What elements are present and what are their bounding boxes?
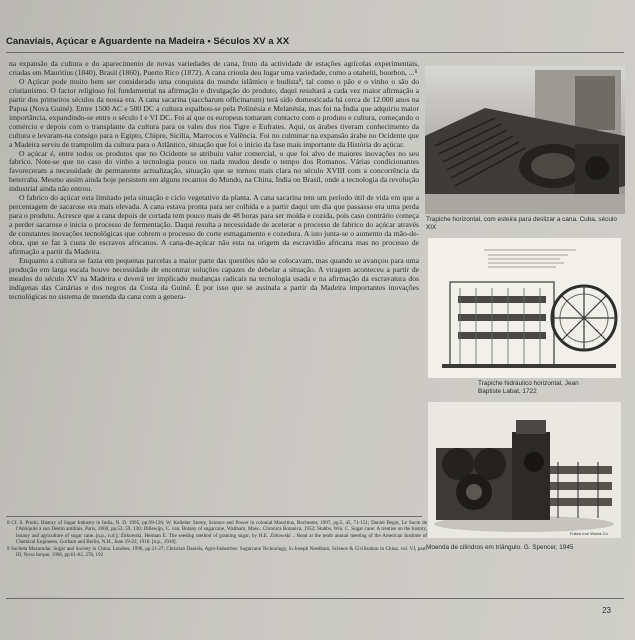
footnote-divider [6, 516, 422, 517]
figure-cylinder-mill-engraving [428, 402, 621, 538]
footnotes [7, 520, 427, 558]
figure-hydraulic-mill-engraving [428, 238, 621, 378]
figure-inscription: Fulton Iron Works Co [570, 531, 608, 536]
paragraph: Enquanto a cultura se fazia em pequenas parcelas a maior parte das questões não se colocavam, mas quando se avançou para uma produção em larga escala houve necessidade de encontrar soluções capazes de debelar a situação. A viragem aconteceu a partir de meados do século XV na Madeira e deverá ter implicado mudanças radicais na tecnologia usada e na afirmação da escravatura dos indígenas das Canárias e dos negros da Costa da Guiné. É por isso que se assinala a partir da Madeira importantes inovações tecnológicas no sistema de moenda da cana com a genera- [9, 255, 419, 301]
cylinder-mill-image [428, 402, 621, 538]
footnote: 8 Cf. S. Pruthi, History of Sugar Industry in India, N. D. 1995, pp.99-126; W. Kelleher Storey, Science and Power in colonial Mauritius, Rochester, 1997, pp.5, 45, 71-151; Daniel Begot, Le Sucre de l'Antiquité à son Destin antillais, Paris, 2000, pp.53, 59, 130; Dillewijn, C. van. Botany of sugarcane, Waltham, Mass.: Chronica Botanica, 1952; Stubbs, Wm. C. Sugar cane: A treatise on the history, botany and agriculture of sugar cane..[n.p., n.d.]; Zitkowski, Herman E. The seeding method of graining sugar, by H.E. Zitkowski .. Read at the tenth annual meeting of the American Institute of Chemical Engineers, Gorham and Berlin, N.H., June 19-22, 1918. [n.p., 1918]. [7, 520, 427, 546]
footnote: 9 Sucheta Mazumdar, Sugar and Society in China, Londres, 1998, pp.21-27; Christian Daniels, Agro-Industries: Sugarcane Technology, in Joseph Needham, Science & Civilisation in China, vol. VI, part. III, Nova Iorque, 1996, pp.61-62, 278, 192 [7, 545, 427, 559]
mill-photo-image [425, 66, 625, 214]
figure-caption: Trapiche hidráulico horizontal, Jean Baptiste Labat, 1722 [478, 380, 579, 395]
engraving-image [428, 238, 621, 378]
paragraph: O Açúcar pode muito bem ser considerado uma conquista do mundo islâmico e budista⁹, tal como o pão e o vinho o são do cristianismo. O factor religioso foi fundamental na afirmação e divulgação do produto, daqui resultará a cada vez maior afirmação a partir dos primeiros séculos da nossa era. A cana sacarina (saccharum officinarum) terá sido domesticada há cerca de 12.000 anos na Papua (Nova Guiné). Entre 1500 AC e 500 DC a cultura espalhou-se pela Polinésia e Melanésia, mas foi na Índia que adquiriu maior importância, expandindo-se entre o século I e VI DC. Foi aí que os europeus tomaram contacto com o produto e cultura, começando o comércio e depois com o transplante da cultura para os vales dos rios Tigre e Eufrates. Aqui, os árabes tiveram conhecimento da cultura e levaram-na consigo para o Egipto, Chipre, Sicília, Marrocos e Valência. Foi no culminar na expansão árabe no Ocidente que a Madeira serviu de trampolim da cultura para o Atlântico, situação que foi o início da fase mais importante da História do açúcar. [9, 76, 419, 149]
figure-caption: Trapiche horizontal, com esteira para deslizar a cana. Cuba, século XIX [426, 216, 617, 231]
header-divider [6, 52, 624, 53]
body-text [9, 60, 419, 302]
figure-caption: Moenda de cilindros em triângulo. G. Spencer, 1945 [426, 544, 574, 551]
running-header: Canaviais, Açúcar e Aguardente na Madeira • Séculos XV a XX [6, 36, 290, 47]
footer-divider [6, 598, 624, 599]
paragraph: na expansão da cultura e do aparecimento de novas variedades de cana, fruto da actividade de estações agrícolas experimentais, criadas em Mauritius (1840), Brasil (1860), Puerto Rico (1872). A cana crioula deu lugar uma variedade, como a otaheiti, bourbon, ...⁸ [9, 59, 419, 77]
paragraph: O fabrico do açúcar esta limitado pela situação e ciclo vegetativo da planta. A cana sacarina tem um período útil de vida em que a percentagem de sacarose era mais elevada. A cana estava pronta para ser colhida e a partir daqui um dia que passasse era uma perda para o produto. Acresce que a cana depois de cortada tem pouco mais de 48 horas para ser moída e cozida, pois caso contrário começa a perder sacarose e inicia o processo de fermentação. Daqui resulta a necessidade de acelerar o processo de fabrico do açúcar através de constantes inovações tecnológicas que cobrem o processo de corte esmagamento e cozedura. A isto junta-se o aumento da mão-de-obra, que se faz à custa de escravos africanos. A cana-de-açúcar não esta na origem da escravidão africana mas no processo de afirmação a partir da Madeira. [9, 193, 419, 257]
page-number: 23 [602, 606, 611, 615]
figure-horizontal-mill-photo [425, 66, 625, 214]
paragraph: O açúcar é, entre todos os produtos que no Ocidente se atribuiu valor comercial, o que foi alvo de maiores inovações no seu fabrico. Note-se que no caso do vinho a tecnologia pouco ou nada mudou desde o tempo dos Romanos. Várias condicionantes favoreceram a necessidade de permanente actualização, situação que se tornou mais clara no século XVIII com a concorrência da beterraba. Mesmo assim ainda hoje persistem em alguns recantos do Mundo, na China, Índia ou Brasil, onde a tecnologia da revolução industrial ainda não entrou. [9, 148, 419, 194]
